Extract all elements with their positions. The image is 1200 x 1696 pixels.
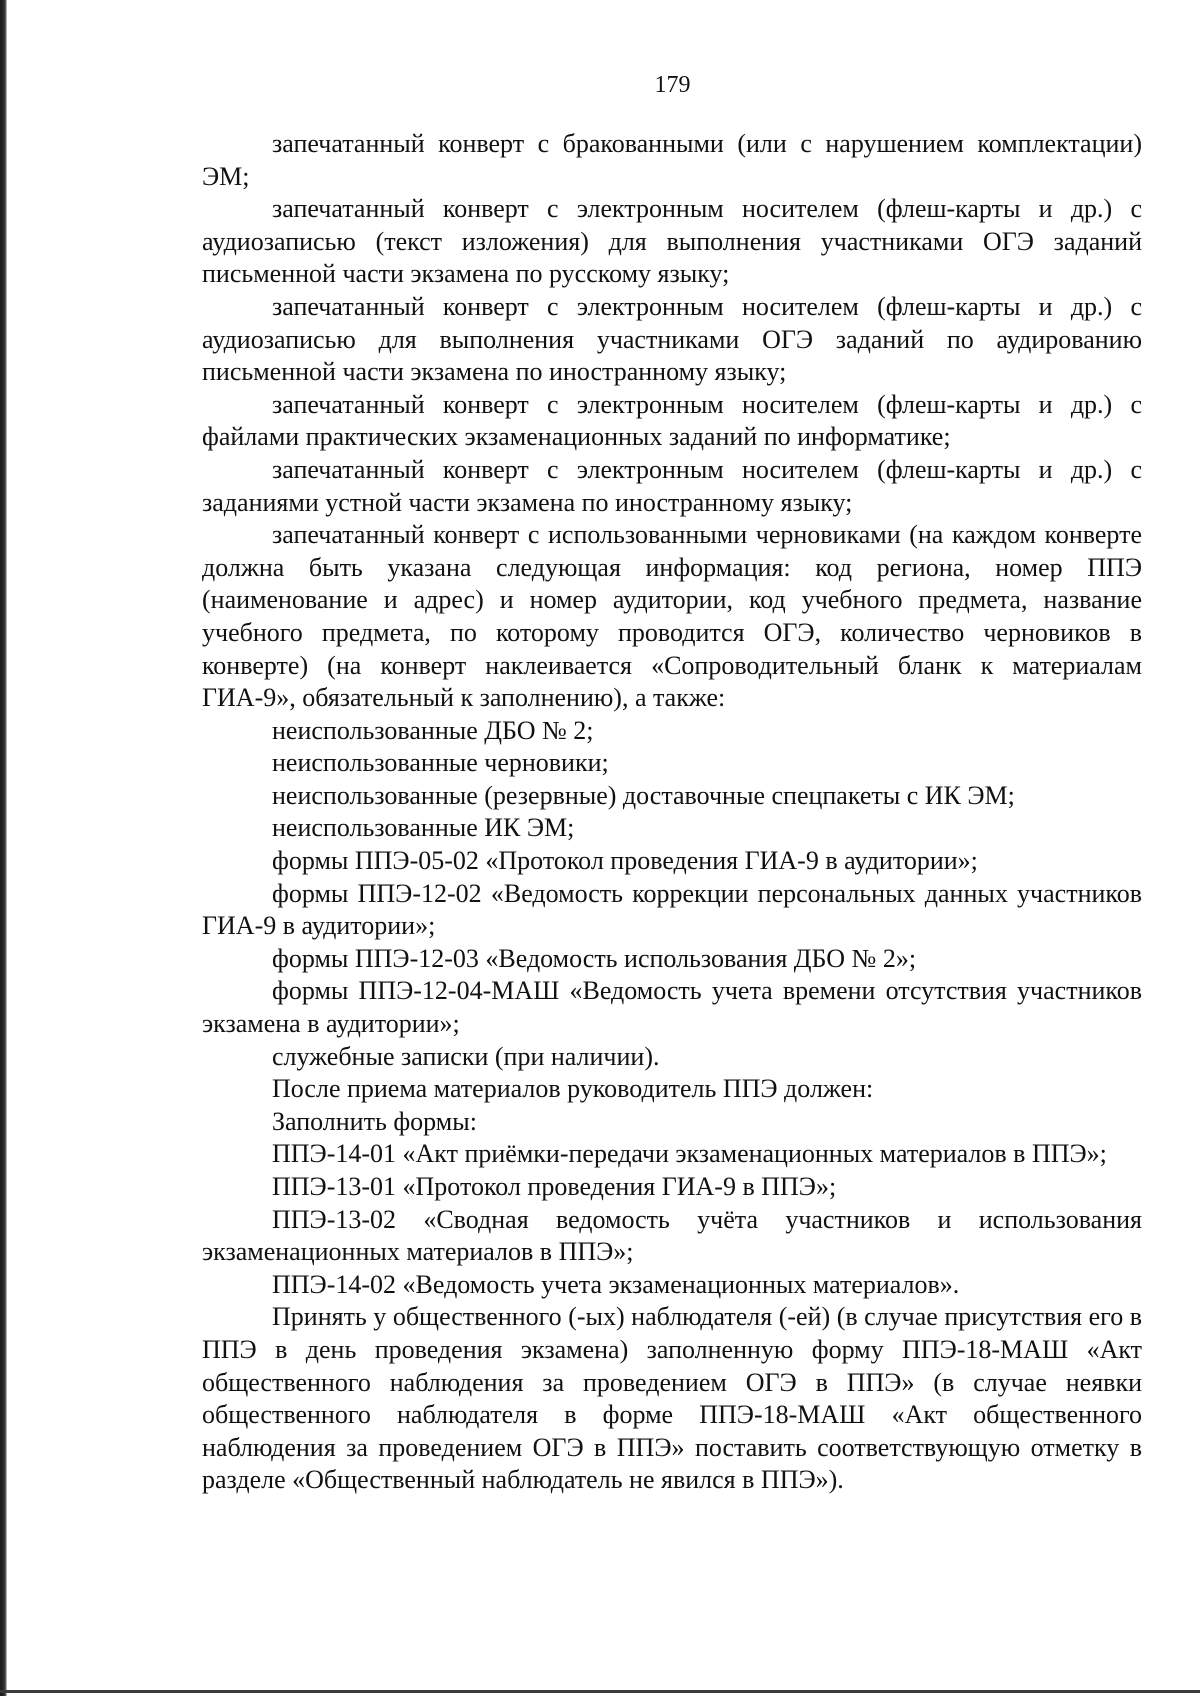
paragraph-after-receipt: После приема материалов руководитель ППЭ должен:: [272, 1074, 874, 1104]
scan-left-edge: [0, 0, 7, 1696]
paragraph-form-14-01: ППЭ-14-01 «Акт приёмки-передачи экзаменационных материалов в ППЭ»;: [272, 1139, 1107, 1169]
page-number: 179: [654, 72, 691, 98]
paragraph-oral-part-envelope: запечатанный конверт с электронным носителем (флеш-карты и др.) с заданиями устной части экзамена по иностранному языку;: [202, 454, 1142, 517]
paragraph-drafts-envelope: запечатанный конверт с использованными черновиками (на каждом конверте должна быть указана следующая информация: код региона, номер ППЭ (наименование и адрес) и номер аудитории, код учебного предмета, название учебного предмета, по которому проводится ОГЭ, количество черновиков в конверте) (на конверт наклеивается «Сопроводительный бланк к материалам ГИА-9», обязательный к заполнению), а также:: [202, 520, 1142, 713]
paragraph-form-05-02: формы ППЭ-05-02 «Протокол проведения ГИА-9 в аудитории»;: [272, 846, 978, 876]
paragraph-form-12-03: формы ППЭ-12-03 «Ведомость использования ДБО № 2»;: [272, 943, 917, 973]
paragraph-foreign-audio-envelope: запечатанный конверт с электронным носителем (флеш-карты и др.) с аудиозаписью для выполнения участниками ОГЭ заданий по аудированию письменной части экзамена по иностранному языку;: [202, 291, 1142, 387]
paragraph-public-observer: Принять у общественного (-ых) наблюдателя (-ей) (в случае присутствия его в ППЭ в день проведения экзамена) заполненную форму ППЭ-18-МАШ «Акт общественного наблюдения за проведением ОГЭ в ППЭ» (в случае неявки общественного наблюдателя в форме ППЭ-18-МАШ «Акт общественного наблюдения за проведением ОГЭ в ППЭ» поставить соответствующую отметку в разделе «Общественный наблюдатель не явился в ППЭ»).: [202, 1302, 1142, 1495]
paragraph-form-14-02: ППЭ-14-02 «Ведомость учета экзаменационных материалов».: [272, 1269, 960, 1299]
paragraph-unused-dbo: неиспользованные ДБО № 2;: [272, 715, 594, 745]
paragraph-service-notes: служебные записки (при наличии).: [272, 1041, 660, 1071]
paragraph-form-12-02: формы ППЭ-12-02 «Ведомость коррекции персональных данных участников ГИА-9 в аудитории»;: [202, 878, 1142, 941]
paragraph-informatics-envelope: запечатанный конверт с электронным носителем (флеш-карты и др.) с файлами практических экзаменационных заданий по информатике;: [202, 389, 1142, 452]
paragraph-unused-ik-em: неиспользованные ИК ЭМ;: [272, 813, 575, 843]
paragraph-russian-audio-envelope: запечатанный конверт с электронным носителем (флеш-карты и др.) с аудиозаписью (текст изложения) для выполнения участниками ОГЭ заданий письменной части экзамена по русскому языку;: [202, 194, 1142, 289]
paragraph-form-12-04: формы ППЭ-12-04-МАШ «Ведомость учета времени отсутствия участников экзамена в аудитории»;: [202, 976, 1142, 1039]
document-body: [202, 128, 1142, 1497]
paragraph-unused-drafts: неиспользованные черновики;: [272, 748, 609, 778]
scan-bottom-edge: [0, 1690, 1200, 1693]
paragraph-form-13-02: ППЭ-13-02 «Сводная ведомость учёта участников и использования экзаменационных материалов в ППЭ»;: [202, 1204, 1142, 1267]
paragraph-defective-envelope: запечатанный конверт с бракованными (или с нарушением комплектации) ЭМ;: [202, 129, 1142, 191]
paragraph-unused-reserve-packs: неиспользованные (резервные) доставочные спецпакеты с ИК ЭМ;: [272, 780, 1015, 810]
paragraph-fill-forms: Заполнить формы:: [272, 1106, 477, 1136]
paragraph-form-13-01: ППЭ-13-01 «Протокол проведения ГИА-9 в ППЭ»;: [272, 1172, 837, 1201]
